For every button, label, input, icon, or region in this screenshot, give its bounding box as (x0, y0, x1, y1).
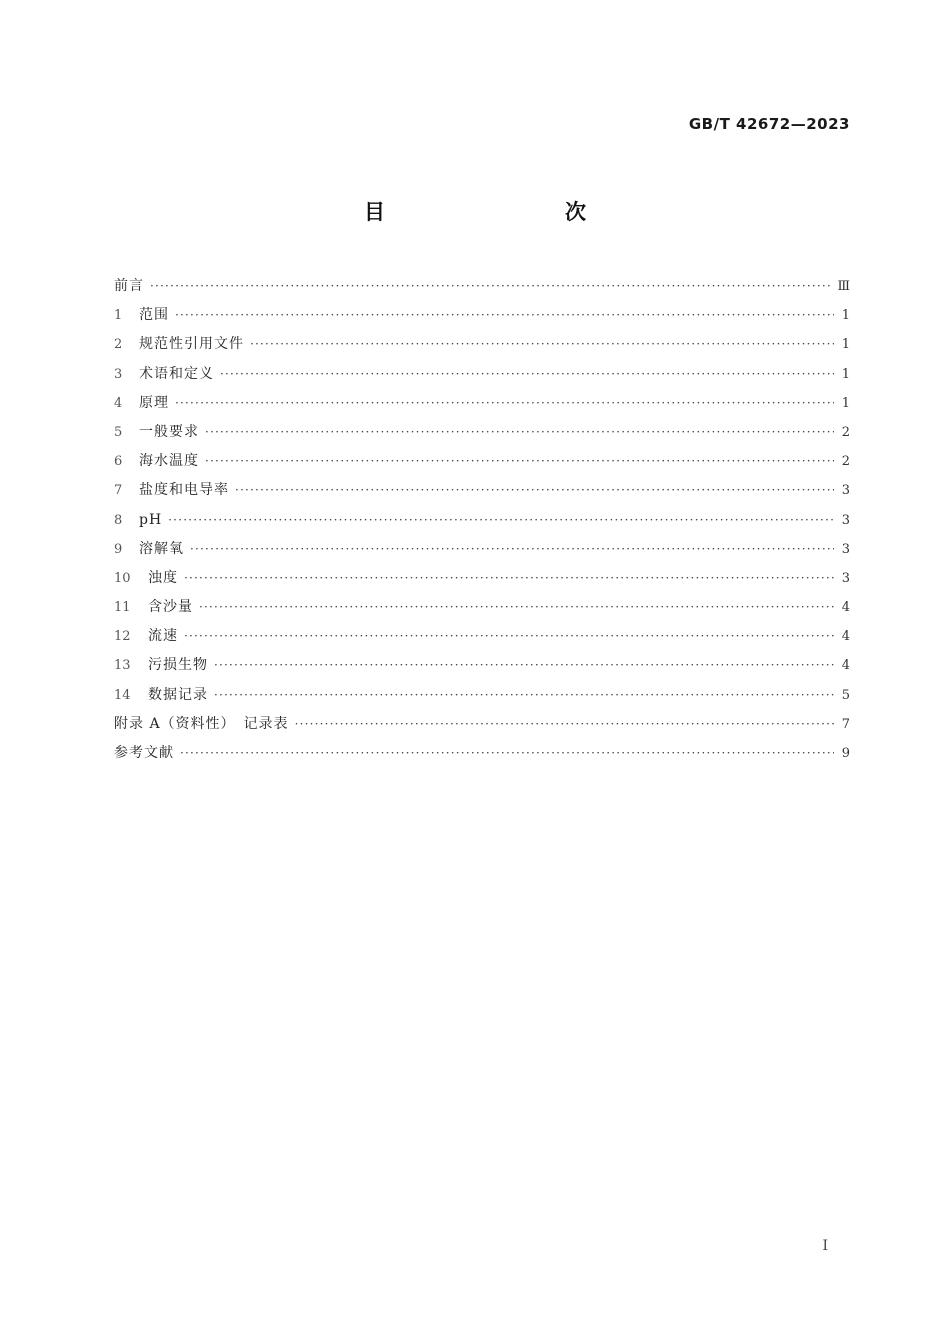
toc-entry-page: 1 (841, 308, 850, 324)
toc-leader-dots (150, 272, 831, 301)
toc-entry-references[interactable] (114, 739, 850, 768)
toc-entry-10[interactable] (114, 564, 850, 593)
toc-entry-9[interactable] (114, 535, 850, 564)
toc-entry-number: 8 (114, 512, 123, 528)
toc-entry-page: 3 (841, 541, 850, 557)
toc-entry-4[interactable] (114, 389, 850, 418)
toc-entry-page: 1 (841, 395, 850, 411)
toc-entry-6[interactable] (114, 447, 850, 476)
toc-entry-page: 9 (841, 746, 850, 761)
toc-entry-label: 含沙量 (148, 599, 193, 616)
toc-entry-label: pH (139, 511, 163, 528)
toc-entry-page: 4 (841, 629, 850, 645)
toc-entry-appendix-a[interactable] (114, 710, 850, 739)
toc-leader-dots (220, 360, 834, 389)
toc-leader-dots (199, 593, 834, 622)
toc-leader-dots (295, 710, 834, 739)
toc-leader-dots (250, 330, 834, 359)
toc-entry-number: 13 (114, 658, 131, 674)
toc-leader-dots (175, 301, 834, 330)
toc-entry-label: 污损生物 (148, 657, 208, 674)
toc-entry-number: 14 (114, 687, 131, 703)
toc-entry-page: 1 (841, 366, 850, 382)
toc-entry-number: 4 (114, 395, 123, 411)
toc-entry-page: 3 (841, 512, 850, 528)
toc-entry-page: 4 (841, 600, 850, 616)
toc-entry-label: 盐度和电导率 (139, 482, 229, 499)
standard-code: GB/T 42672—2023 (688, 115, 850, 133)
toc-entry-page: 3 (841, 570, 850, 586)
toc-entry-label: 附录 A（资料性） 记录表 (114, 715, 289, 732)
toc-entry-number: 12 (114, 629, 131, 645)
toc-entry-11[interactable] (114, 593, 850, 622)
page-title: 目 次 (364, 200, 632, 224)
toc-entry-page: 2 (841, 454, 850, 470)
toc-entry-number: 10 (114, 570, 131, 586)
toc-entry-13[interactable] (114, 651, 850, 680)
toc-entry-label: 溶解氧 (139, 540, 184, 557)
toc-leader-dots (190, 535, 834, 564)
toc-leader-dots (214, 681, 834, 710)
toc-entry-label: 术语和定义 (139, 365, 214, 382)
toc-entry-2[interactable] (114, 330, 850, 359)
toc-entry-14[interactable] (114, 681, 850, 710)
page-number: I (822, 1238, 828, 1254)
toc-entry-label: 范围 (139, 307, 169, 324)
toc-entry-number: 11 (114, 600, 131, 616)
toc-entry-number: 7 (114, 483, 123, 499)
toc-entry-label: 一般要求 (139, 423, 199, 440)
toc-entry-page: 3 (841, 483, 850, 499)
toc-entry-label: 流速 (148, 628, 178, 645)
toc-entry-foreword[interactable] (114, 272, 850, 301)
toc-leader-dots (184, 622, 834, 651)
toc-entry-number: 9 (114, 541, 123, 557)
toc-entry-7[interactable] (114, 476, 850, 505)
toc-entry-3[interactable] (114, 360, 850, 389)
toc-entry-label: 原理 (139, 394, 169, 411)
toc-entry-label: 前言 (114, 278, 144, 294)
toc-entry-label: 浊度 (148, 569, 178, 586)
toc-entry-number: 2 (114, 337, 123, 353)
toc-leader-dots (168, 506, 834, 535)
toc-leader-dots (175, 389, 834, 418)
toc-entry-page: 1 (841, 337, 850, 353)
toc-entry-page: 5 (841, 687, 850, 703)
toc-entry-label: 参考文献 (114, 745, 174, 761)
toc-entry-label: 数据记录 (148, 686, 208, 703)
toc-entry-12[interactable] (114, 622, 850, 651)
toc-entry-8[interactable] (114, 506, 850, 535)
toc-entry-label: 规范性引用文件 (139, 336, 244, 353)
toc-leader-dots (205, 447, 834, 476)
toc-leader-dots (214, 651, 834, 680)
toc-entry-number: 6 (114, 454, 123, 470)
toc-entry-page: Ⅲ (837, 279, 850, 294)
toc-entry-page: 7 (841, 716, 850, 732)
toc-entry-number: 5 (114, 424, 123, 440)
toc-leader-dots (184, 564, 834, 593)
toc-entry-label: 海水温度 (139, 453, 199, 470)
toc-leader-dots (205, 418, 834, 447)
table-of-contents (114, 272, 850, 768)
toc-entry-1[interactable] (114, 301, 850, 330)
toc-entry-page: 4 (841, 658, 850, 674)
toc-entry-number: 1 (114, 308, 123, 324)
toc-leader-dots (180, 739, 834, 768)
toc-entry-page: 2 (841, 424, 850, 440)
toc-leader-dots (235, 476, 834, 505)
toc-entry-5[interactable] (114, 418, 850, 447)
toc-entry-number: 3 (114, 366, 123, 382)
